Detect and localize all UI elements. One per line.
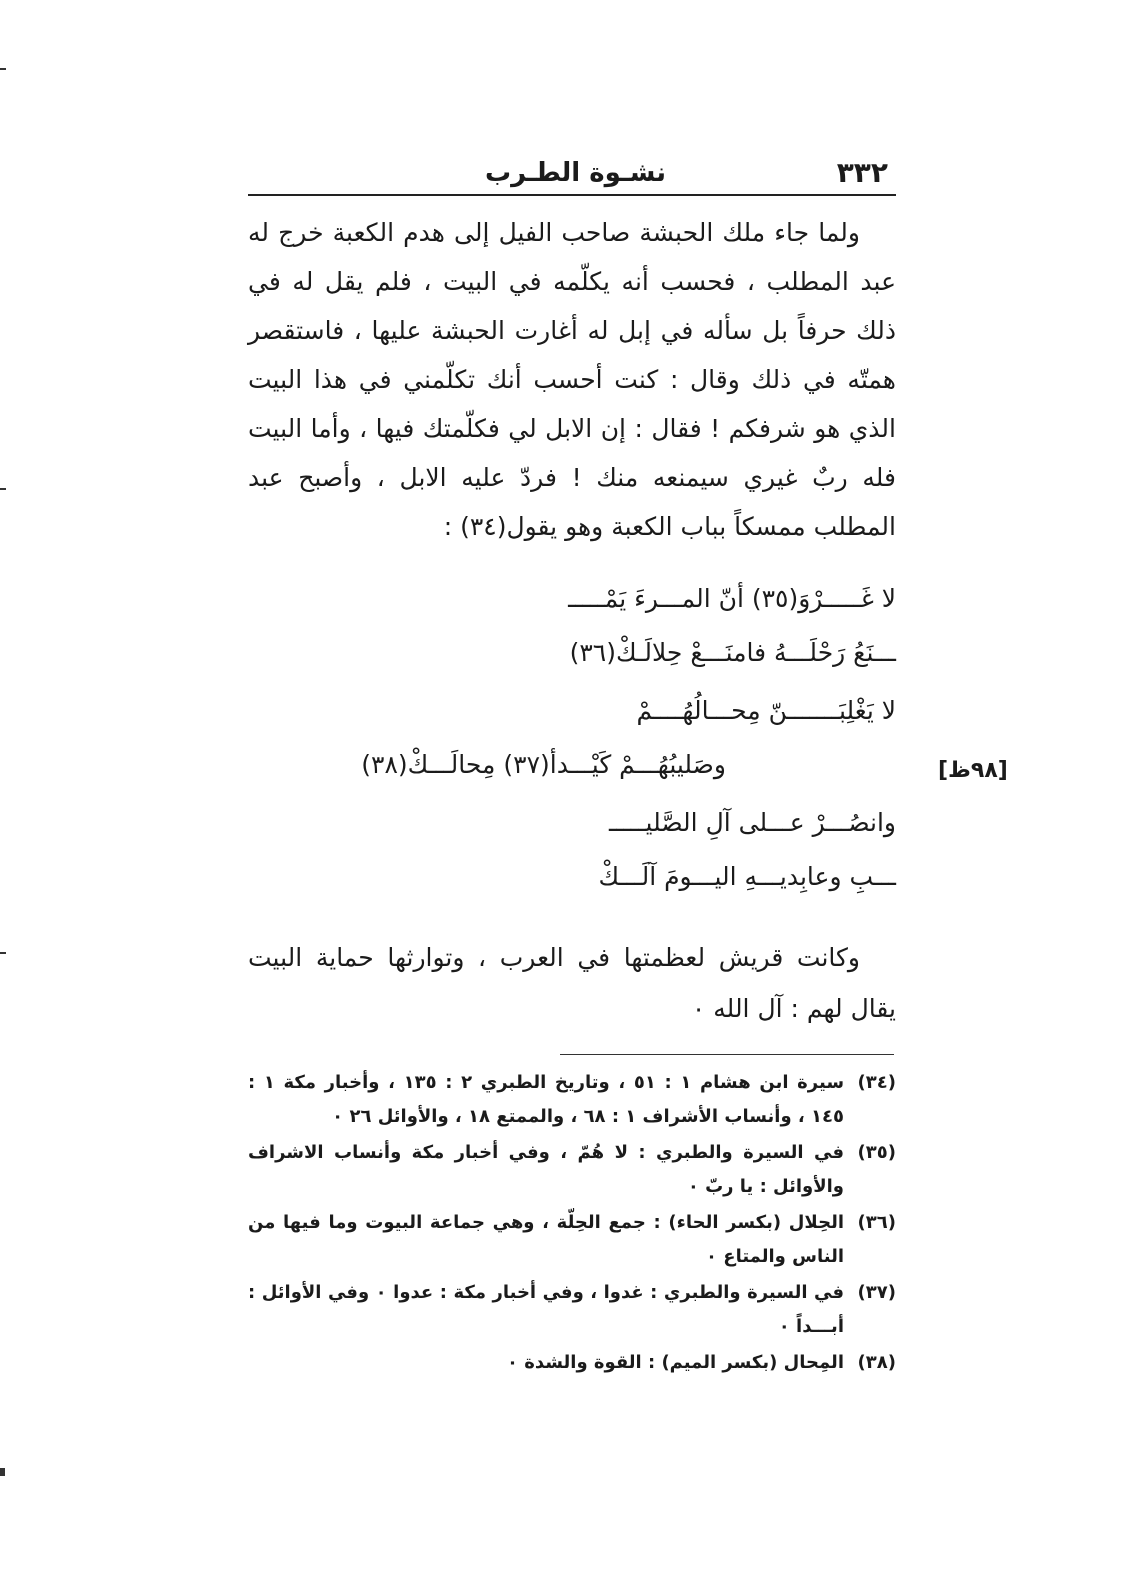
poem — [248, 584, 896, 920]
manuscript-folio-note: [٩٨ظ] — [938, 758, 1008, 783]
footnote-number: (٣٦) — [857, 1212, 896, 1233]
footnote — [248, 1136, 896, 1204]
header-rule — [248, 194, 896, 196]
footnote — [248, 1206, 896, 1274]
poem-verse — [248, 584, 896, 696]
verse-first-hemistich: لا يَغْلِبَـــــــنّ مِحـــالُهُــــمْ — [636, 696, 896, 725]
poem-verse — [248, 696, 896, 808]
footnote — [248, 1346, 896, 1380]
footnote-number: (٣٧) — [857, 1282, 896, 1303]
page-header — [248, 156, 896, 196]
page-number: ٣٣٢ — [836, 156, 888, 189]
footnote-text: في السيرة والطبري : غدوا ، وفي أخبار مكة : عدوا ٠ وفي الأوائل : أبـــداً ٠ — [248, 1282, 845, 1337]
closing-paragraph: وكانت قريش لعظمتها في العرب ، وتوارثها حماية البيت يقال لهم : آل الله ٠ — [248, 943, 896, 1023]
verse-second-hemistich: وصَليبُهُـــمْ كَيْـــدأ(٣٧) مِحالَـــكْ(٣٨) — [361, 750, 726, 779]
footnote-number: (٣٤) — [857, 1072, 896, 1093]
verse-second-hemistich: ـــبِ وعابِديـــهِ اليـــومَ آلَـــكْ — [598, 862, 896, 891]
body-text — [248, 208, 896, 551]
footnote-text: الحِلال (بكسر الحاء) : جمع الحِلّة ، وهي جماعة البيوت وما فيها من الناس والمتاع ٠ — [248, 1212, 844, 1267]
poem-verse — [248, 808, 896, 920]
footnote-text: في السيرة والطبري : لا هُمّ ، وفي أخبار مكة وأنساب الاشراف والأوائل : يا ربّ ٠ — [248, 1142, 844, 1197]
running-title: نشـوة الطـرب — [485, 158, 666, 188]
footnotes — [248, 1066, 896, 1382]
footnote-number: (٣٨) — [857, 1352, 896, 1373]
footnote — [248, 1066, 896, 1134]
scan-edge-mark — [0, 952, 6, 954]
footnote — [248, 1276, 896, 1344]
scan-edge-mark — [0, 1468, 5, 1476]
body-paragraph: ولما جاء ملك الحبشة صاحب الفيل إلى هدم الكعبة خرج له عبد المطلب ، فحسب أنه يكلّمه في البيت ، فلم يقل له في ذلك حرفاً بل سأله في إبل له أغارت الحبشة عليها ، فاستقصر همتّه في ذلك وقال : كنت أحسب أنك تكلّمني في هذا البيت الذي هو شرفكم ! فقال : إن الابل لي فكلّمتك فيها ، وأما البيت فله ربٌ غيري سيمنعه منك ! فردّ عليه الابل ، وأصبح عبد المطلب ممسكاً بباب الكعبة وهو يقول(٣٤) : — [248, 218, 896, 541]
verse-first-hemistich: وانصُـــرْ عـــلى آلِ الصَّليـــــ — [608, 808, 896, 837]
footnote-rule — [560, 1054, 894, 1055]
scan-edge-mark — [0, 68, 6, 70]
footnote-text: سيرة ابن هشام ١ : ٥١ ، وتاريخ الطبري ٢ : ١٣٥ ، وأخبار مكة ١ : ١٤٥ ، وأنساب الأشراف ١ : ٦٨ ، والممتع ١٨ ، والأوائل ٢٦ ٠ — [248, 1072, 845, 1127]
verse-first-hemistich: لا غَـــــرْوَ(٣٥) أنّ المـــرءَ يَمْـــــ — [568, 584, 896, 613]
footnote-text: المِحال (بكسر الميم) : القوة والشدة ٠ — [506, 1352, 844, 1373]
scan-edge-mark — [0, 488, 6, 490]
closing-text — [248, 932, 896, 1034]
verse-second-hemistich: ـــنَعُ رَحْلَـــهُ فامنَـــعْ حِلالَـكْ(٣٦) — [569, 638, 896, 667]
footnote-number: (٣٥) — [857, 1142, 896, 1163]
